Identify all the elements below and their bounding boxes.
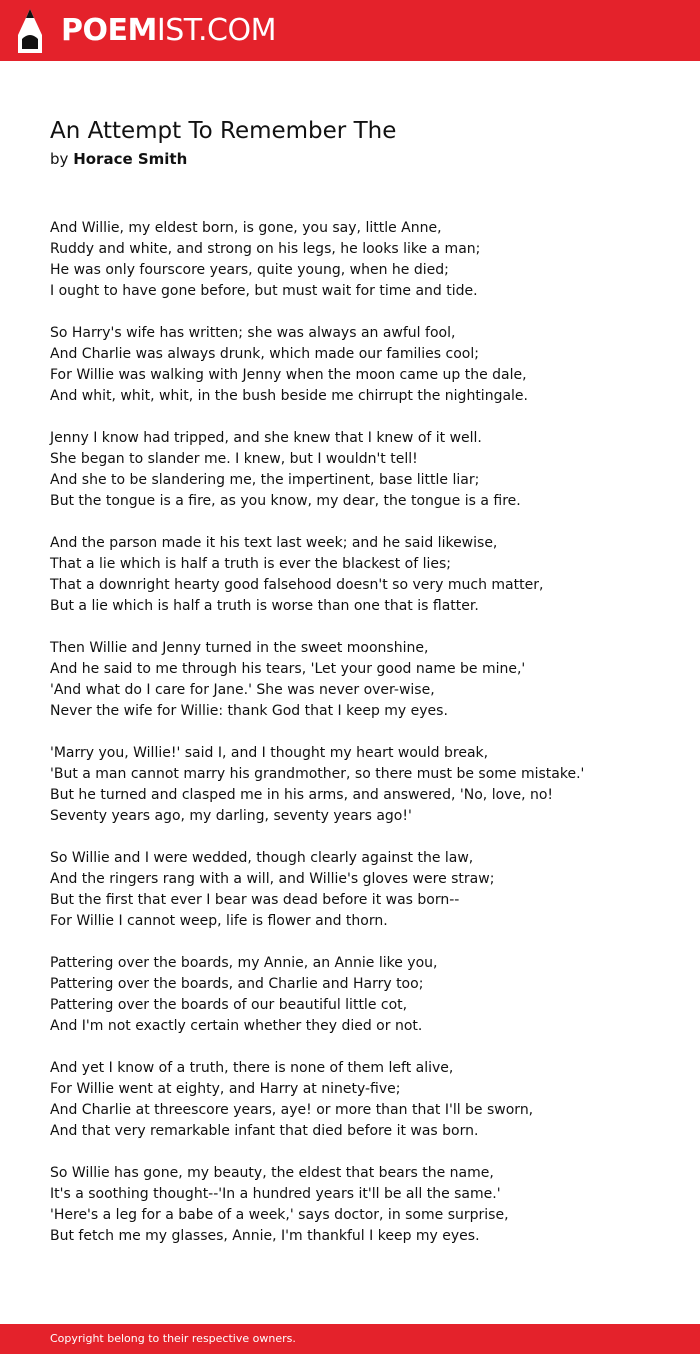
poem-line: And the ringers rang with a will, and Willie's gloves were straw; — [50, 871, 495, 887]
copyright-notice: Copyright belong to their respective owners. — [50, 1332, 296, 1345]
poem-line: It's a soothing thought--'In a hundred years it'll be all the same.' — [50, 1186, 501, 1202]
poem-line: And he said to me through his tears, 'Let your good name be mine,' — [50, 661, 526, 677]
poem-line: And she to be slandering me, the impertinent, base little liar; — [50, 472, 480, 488]
poem-line: For Willie was walking with Jenny when the moon came up the dale, — [50, 367, 527, 383]
site-header — [0, 0, 700, 61]
poem-line: 'And what do I care for Jane.' She was never over-wise, — [50, 682, 435, 698]
poem-line: For Willie I cannot weep, life is flower and thorn. — [50, 913, 388, 929]
author-name[interactable]: Horace Smith — [73, 150, 188, 168]
poem-line: Seventy years ago, my darling, seventy years ago!' — [50, 808, 412, 824]
pencil-tip-icon — [18, 9, 42, 53]
poem-body — [50, 218, 690, 1268]
poem-line: Pattering over the boards, my Annie, an Annie like you, — [50, 955, 438, 971]
poem-line: And Charlie was always drunk, which made our families cool; — [50, 346, 479, 362]
poem-line: And yet I know of a truth, there is none of them left alive, — [50, 1060, 454, 1076]
site-logo-text — [61, 8, 276, 54]
poem-line: Pattering over the boards of our beautiful little cot, — [50, 997, 408, 1013]
poem-stanza — [50, 848, 690, 932]
poem-line: So Willie and I were wedded, though clearly against the law, — [50, 850, 474, 866]
poem-line: For Willie went at eighty, and Harry at ninety-five; — [50, 1081, 401, 1097]
poem-line: That a lie which is half a truth is ever the blackest of lies; — [50, 556, 451, 572]
poem-stanza — [50, 533, 690, 617]
poem-stanza — [50, 953, 690, 1037]
poem-stanza — [50, 638, 690, 722]
poem-stanza — [50, 218, 690, 302]
by-label: by — [50, 150, 69, 168]
logo-text-rest: IST.COM — [156, 13, 276, 48]
byline — [50, 148, 187, 170]
poem-stanza — [50, 428, 690, 512]
poem-line: But the first that ever I bear was dead before it was born-- — [50, 892, 460, 908]
poem-line: And Willie, my eldest born, is gone, you say, little Anne, — [50, 220, 442, 236]
poem-stanza — [50, 1058, 690, 1142]
site-logo-link[interactable] — [18, 8, 276, 54]
poem-line: Pattering over the boards, and Charlie and Harry too; — [50, 976, 424, 992]
poem-line: 'But a man cannot marry his grandmother, so there must be some mistake.' — [50, 766, 585, 782]
poem-line: 'Here's a leg for a babe of a week,' says doctor, in some surprise, — [50, 1207, 509, 1223]
poem-line: But fetch me my glasses, Annie, I'm thankful I keep my eyes. — [50, 1228, 480, 1244]
poem-line: She began to slander me. I knew, but I wouldn't tell! — [50, 451, 418, 467]
poem-line: But the tongue is a fire, as you know, my dear, the tongue is a fire. — [50, 493, 521, 509]
poem-line: 'Marry you, Willie!' said I, and I thought my heart would break, — [50, 745, 489, 761]
poem-line: I ought to have gone before, but must wait for time and tide. — [50, 283, 478, 299]
poem-line: He was only fourscore years, quite young, when he died; — [50, 262, 449, 278]
poem-line: But a lie which is half a truth is worse than one that is flatter. — [50, 598, 479, 614]
poem-stanza — [50, 743, 690, 827]
poem-line: But he turned and clasped me in his arms, and answered, 'No, love, no! — [50, 787, 554, 803]
poem-line: And that very remarkable infant that died before it was born. — [50, 1123, 479, 1139]
poem-line: Jenny I know had tripped, and she knew that I knew of it well. — [50, 430, 482, 446]
poem-line: So Willie has gone, my beauty, the eldest that bears the name, — [50, 1165, 494, 1181]
poem-line: Never the wife for Willie: thank God that I keep my eyes. — [50, 703, 448, 719]
poem-stanza — [50, 323, 690, 407]
poem-line: That a downright hearty good falsehood doesn't so very much matter, — [50, 577, 544, 593]
poem-line: So Harry's wife has written; she was always an awful fool, — [50, 325, 456, 341]
poem-line: And the parson made it his text last week; and he said likewise, — [50, 535, 498, 551]
poem-title: An Attempt To Remember The — [50, 118, 397, 144]
poem-line: And I'm not exactly certain whether they died or not. — [50, 1018, 423, 1034]
logo-text-bold: POEM — [61, 13, 157, 48]
poem-line: And whit, whit, whit, in the bush beside me chirrupt the nightingale. — [50, 388, 528, 404]
poem-line: Then Willie and Jenny turned in the sweet moonshine, — [50, 640, 429, 656]
poem-stanza — [50, 1163, 690, 1247]
poem-line: Ruddy and white, and strong on his legs, he looks like a man; — [50, 241, 481, 257]
poem-line: And Charlie at threescore years, aye! or more than that I'll be sworn, — [50, 1102, 534, 1118]
site-footer — [0, 1324, 700, 1354]
